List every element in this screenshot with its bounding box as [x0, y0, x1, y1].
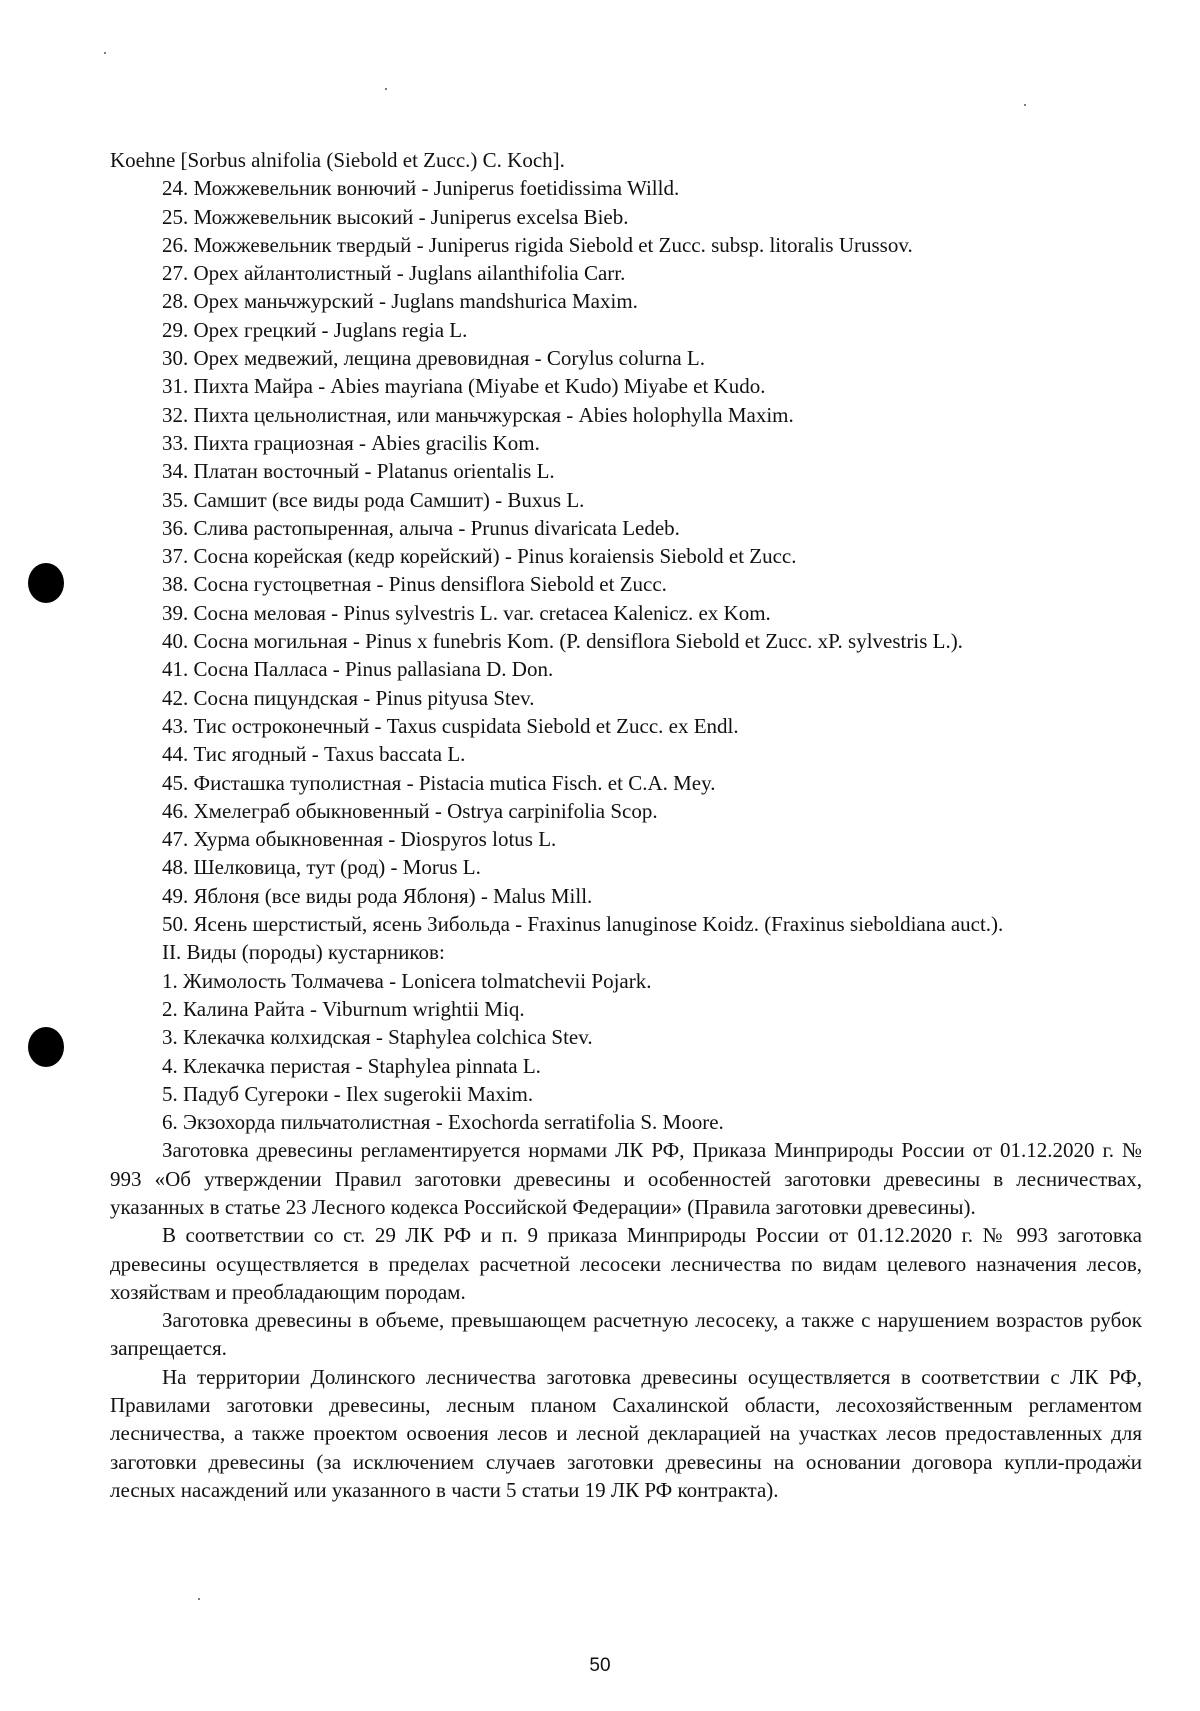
tree-species-list: [110, 174, 1142, 938]
list-item: 3. Клекачка колхидская - Staphylea colchica Stev.: [162, 1025, 593, 1050]
list-item: 26. Можжевельник твердый - Juniperus rigida Siebold et Zucc. subsp. litoralis Urussov.: [162, 232, 913, 257]
list-item: 40. Сосна могильная - Pinus x funebris Kom. (P. densiflora Siebold et Zucc. xP. sylvestris L.).: [162, 629, 963, 654]
list-item: 1. Жимолость Толмачева - Lonicera tolmatchevii Pojark.: [162, 968, 652, 993]
list-item: 38. Сосна густоцветная - Pinus densiflora Siebold et Zucc.: [162, 572, 667, 597]
paragraph: Заготовка древесины в объеме, превышающем расчетную лесосеку, а также с нарушением возрастов рубок запрещается.: [110, 1308, 1142, 1361]
list-item: 46. Хмелеграб обыкновенный - Ostrya carpinifolia Scop.: [162, 798, 658, 823]
paragraph: В соответствии со ст. 29 ЛК РФ и п. 9 приказа Минприроды России от 01.12.2020 г. № 993 заготовка древесины осуществляется в пределах расчетной лесосеки лесничества по видам целевого назначения лесов, хозяйствам и преобладающим породам.: [110, 1223, 1142, 1304]
list-item: 24. Можжевельник вонючий - Juniperus foetidissima Willd.: [162, 176, 680, 201]
list-item: 32. Пихта цельнолистная, или маньчжурская - Abies holophylla Maxim.: [162, 402, 794, 427]
list-item: 48. Шелковица, тут (род) - Morus L.: [162, 855, 481, 880]
list-item: 47. Хурма обыкновенная - Diospyros lotus L.: [162, 827, 557, 852]
scan-speck: [1024, 104, 1026, 106]
list-item: 49. Яблоня (все виды рода Яблоня) - Malus Mill.: [162, 883, 593, 908]
list-item: 6. Экзохорда пильчатолистная - Exochorda serratifolia S. Moore.: [162, 1110, 724, 1135]
list-item: 30. Орех медвежий, лещина древовидная - Corylus colurna L.: [162, 346, 705, 371]
continuation-line: Koehne [Sorbus alnifolia (Siebold et Zucc.) C. Koch].: [110, 148, 565, 172]
list-item: 35. Самшит (все виды рода Самшит) - Buxus L.: [162, 487, 585, 512]
page-number: 50: [589, 1655, 611, 1676]
list-item: 41. Сосна Палласа - Pinus pallasiana D. Don.: [162, 657, 554, 682]
list-item: 25. Можжевельник высокий - Juniperus excelsa Bieb.: [162, 204, 629, 229]
list-item: 28. Орех маньчжурский - Juglans mandshurica Maxim.: [162, 289, 638, 314]
punch-hole-mark: [28, 563, 64, 603]
scan-speck: [104, 52, 106, 54]
list-item: 37. Сосна корейская (кедр корейский) - Pinus koraiensis Siebold et Zucc.: [162, 544, 797, 569]
list-item: 36. Слива растопыренная, алыча - Prunus divaricata Ledeb.: [162, 515, 680, 540]
scan-speck: [198, 1598, 200, 1600]
list-item: 4. Клекачка перистая - Staphylea pinnata L.: [162, 1053, 541, 1078]
list-item: 33. Пихта грациозная - Abies gracilis Kom.: [162, 430, 540, 455]
shrub-species-list: [110, 967, 1142, 1137]
list-item: 2. Калина Райта - Viburnum wrightii Miq.: [162, 996, 525, 1021]
list-item: 50. Ясень шерстистый, ясень Зибольда - Fraxinus lanuginose Koidz. (Fraxinus sieboldiana auct.).: [162, 912, 1004, 937]
section-heading: II. Виды (породы) кустарников:: [162, 940, 445, 965]
list-item: 44. Тис ягодный - Taxus baccata L.: [162, 742, 466, 767]
punch-hole-mark: [28, 1027, 64, 1067]
list-item: 27. Орех айлантолистный - Juglans ailanthifolia Carr.: [162, 261, 626, 286]
document-body: [110, 146, 1142, 1504]
list-item: 5. Падуб Сугероки - Ilex sugerokii Maxim.: [162, 1081, 534, 1106]
list-item: 45. Фисташка туполистная - Pistacia mutica Fisch. et C.A. Mey.: [162, 770, 716, 795]
list-item: 34. Платан восточный - Platanus orientalis L.: [162, 459, 555, 484]
paragraph: На территории Долинского лесничества заготовка древесины осуществляется в соответствии с ЛК РФ, Правилами заготовки древесины, лесным планом Сахалинской области, лесохозяйственным регламентом лесничества, а также проектом освоения лесов и лесной декларацией на участках лесов предоставленных для заготовки древесины (за исключением случаев заготовки древесины на основании договора купли-продажи лесных насаждений или указанного в части 5 статьи 19 ЛК РФ контракта).: [110, 1364, 1142, 1502]
list-item: 43. Тис остроконечный - Taxus cuspidata Siebold et Zucc. ex Endl.: [162, 713, 739, 738]
list-item: 31. Пихта Майра - Abies mayriana (Miyabe et Kudo) Miyabe et Kudo.: [162, 374, 766, 399]
list-item: 29. Орех грецкий - Juglans regia L.: [162, 317, 468, 342]
list-item: 39. Сосна меловая - Pinus sylvestris L. var. cretacea Kalenicz. ex Kom.: [162, 600, 771, 625]
paragraph: Заготовка древесины регламентируется нормами ЛК РФ, Приказа Минприроды России от 01.12.2020 г. № 993 «Об утверждении Правил заготовки древесины и особенностей заготовки древесины в лесничествах, указанных в статье 23 Лесного кодекса Российской Федерации» (Правила заготовки древесины).: [110, 1138, 1142, 1219]
scan-speck: [385, 88, 387, 90]
list-item: 42. Сосна пицундская - Pinus pityusa Stev.: [162, 685, 535, 710]
